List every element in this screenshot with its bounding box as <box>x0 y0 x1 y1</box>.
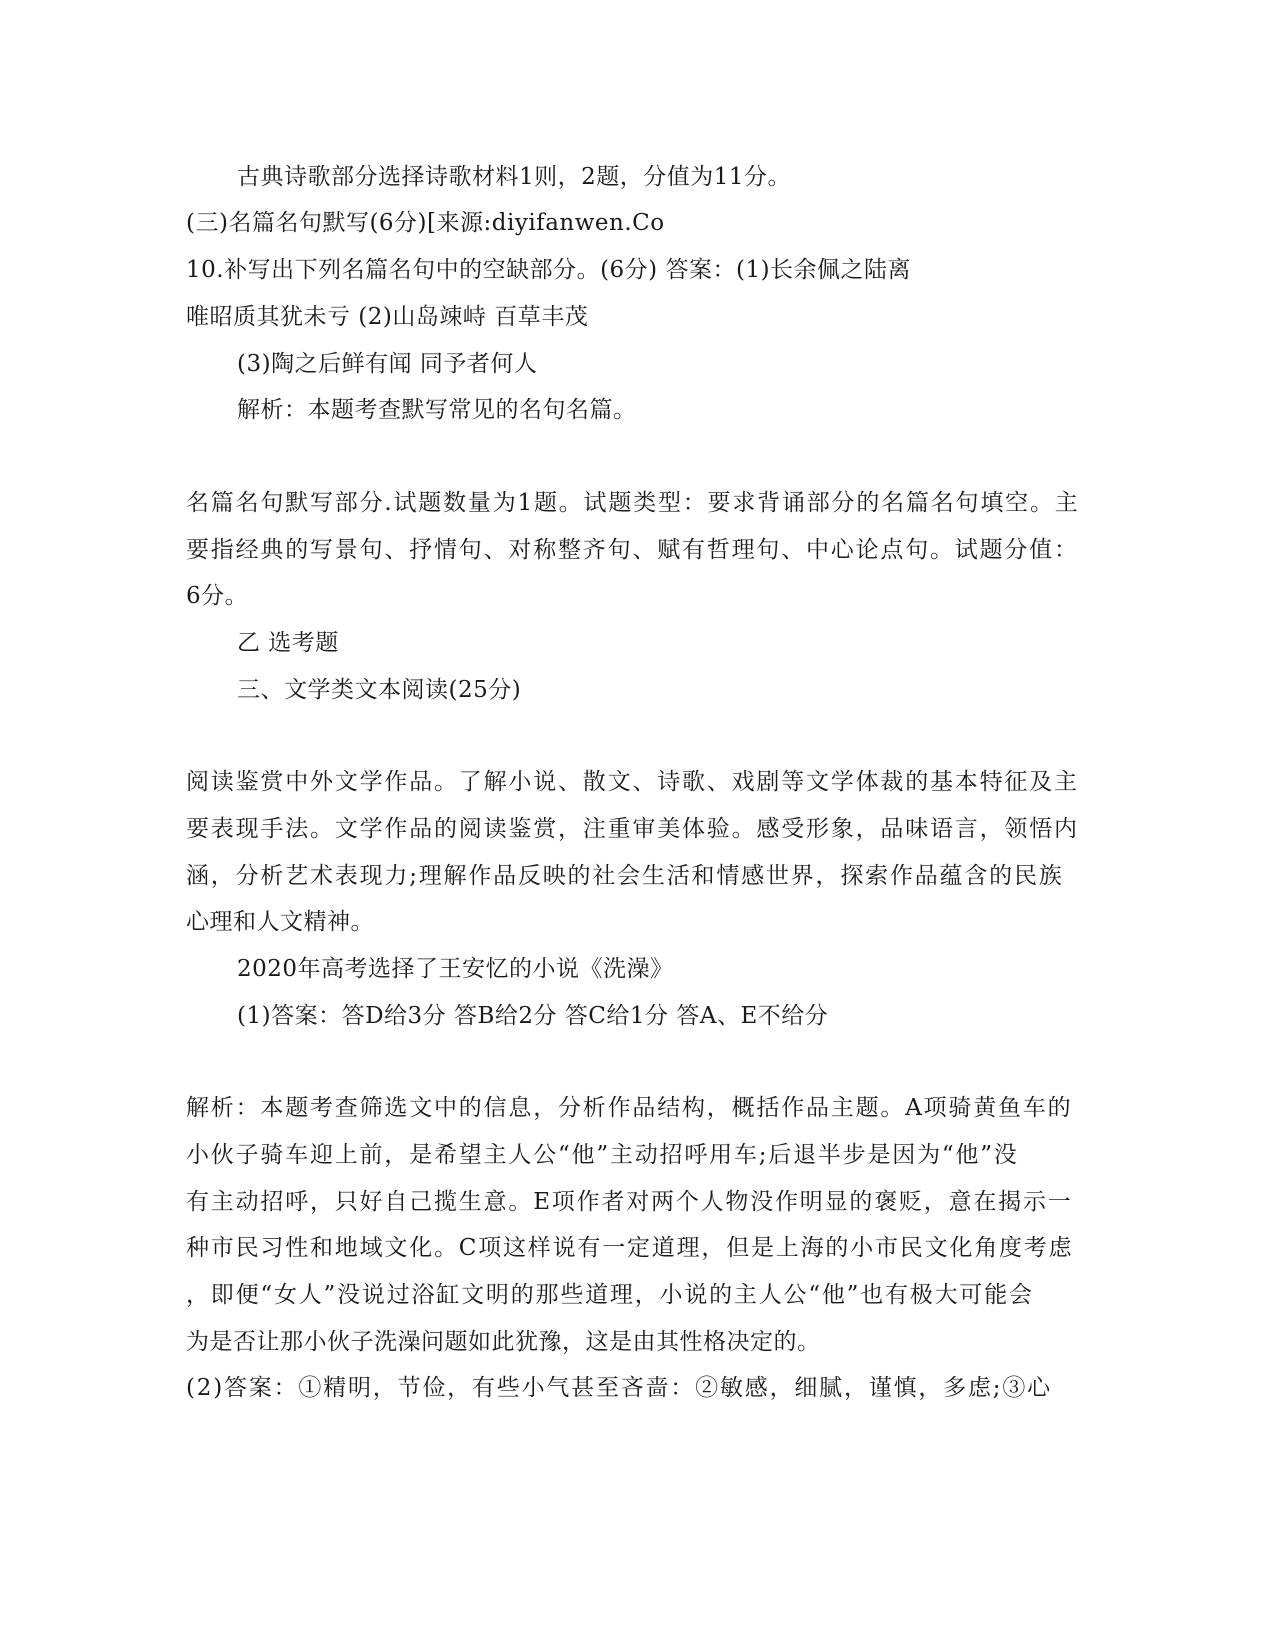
part-b-subheading: 三、文学类文本阅读(25分) <box>237 677 522 703</box>
question-10-line-1: 10.补写出下列名篇名句中的空缺部分。(6分) 答案：(1)长余佩之陆离 <box>186 257 912 283</box>
dictation-description-line-3: 6分。 <box>186 583 249 609</box>
analysis-line-6: 为是否让那小伙子洗澡问题如此犹豫，这是由其性格决定的。 <box>186 1329 821 1355</box>
literature-description-line-3: 涵，分析艺术表现力;理解作品反映的社会生活和情感世界，探索作品蕴含的民族 <box>186 863 1064 889</box>
answer-1: (1)答案：答D给3分 答B给2分 答C给1分 答A、E不给分 <box>237 1003 829 1029</box>
part-b-heading: 乙 选考题 <box>237 630 339 656</box>
analysis-line-4: 种市民习性和地域文化。C项这样说有一定道理，但是上海的小市民文化角度考虑 <box>186 1235 1074 1261</box>
answer-3: (3)陶之后鲜有闻 同予者何人 <box>237 351 538 377</box>
dictation-description-line-1: 名篇名句默写部分.试题数量为1题。试题类型：要求背诵部分的名篇名句填空。主 <box>186 490 1080 516</box>
literature-description-line-2: 要表现手法。文学作品的阅读鉴赏，注重审美体验。感受形象，品味语言，领悟内 <box>186 816 1079 842</box>
analysis-line-1: 解析：本题考查筛选文中的信息，分析作品结构，概括作品主题。A项骑黄鱼车的 <box>186 1095 1073 1121</box>
dictation-description-line-2: 要指经典的写景句、抒情句、对称整齐句、赋有哲理句、中心论点句。试题分值： <box>186 537 1079 563</box>
dictation-heading: (三)名篇名句默写(6分)[来源:diyifanwen.Co <box>186 210 665 236</box>
literature-description-line-4: 心理和人文精神。 <box>186 909 374 935</box>
question-10-line-2: 唯昭质其犹未亏 (2)山岛竦峙 百草丰茂 <box>186 304 589 330</box>
answer-2: (2)答案：①精明，节俭，有些小气甚至吝啬：②敏感，细腻，谨慎，多虑;③心 <box>186 1375 1052 1401</box>
novel-selection: 2020年高考选择了王安忆的小说《洗澡》 <box>237 956 674 982</box>
dictation-analysis: 解析：本题考查默写常见的名句名篇。 <box>237 397 637 423</box>
analysis-line-3: 有主动招呼，只好自己揽生意。E项作者对两个人物没作明显的褒贬，意在揭示一 <box>186 1189 1073 1215</box>
literature-description-line-1: 阅读鉴赏中外文学作品。了解小说、散文、诗歌、戏剧等文学体裁的基本特征及主 <box>186 769 1079 795</box>
analysis-line-2: 小伙子骑车迎上前，是希望主人公“他”主动招呼用车;后退半步是因为“他”没 <box>186 1142 1019 1168</box>
poetry-summary: 古典诗歌部分选择诗歌材料1则，2题，分值为11分。 <box>237 164 792 190</box>
analysis-line-5: ，即便“女人”没说过浴缸文明的那些道理，小说的主人公“他”也有极大可能会 <box>186 1282 1034 1308</box>
